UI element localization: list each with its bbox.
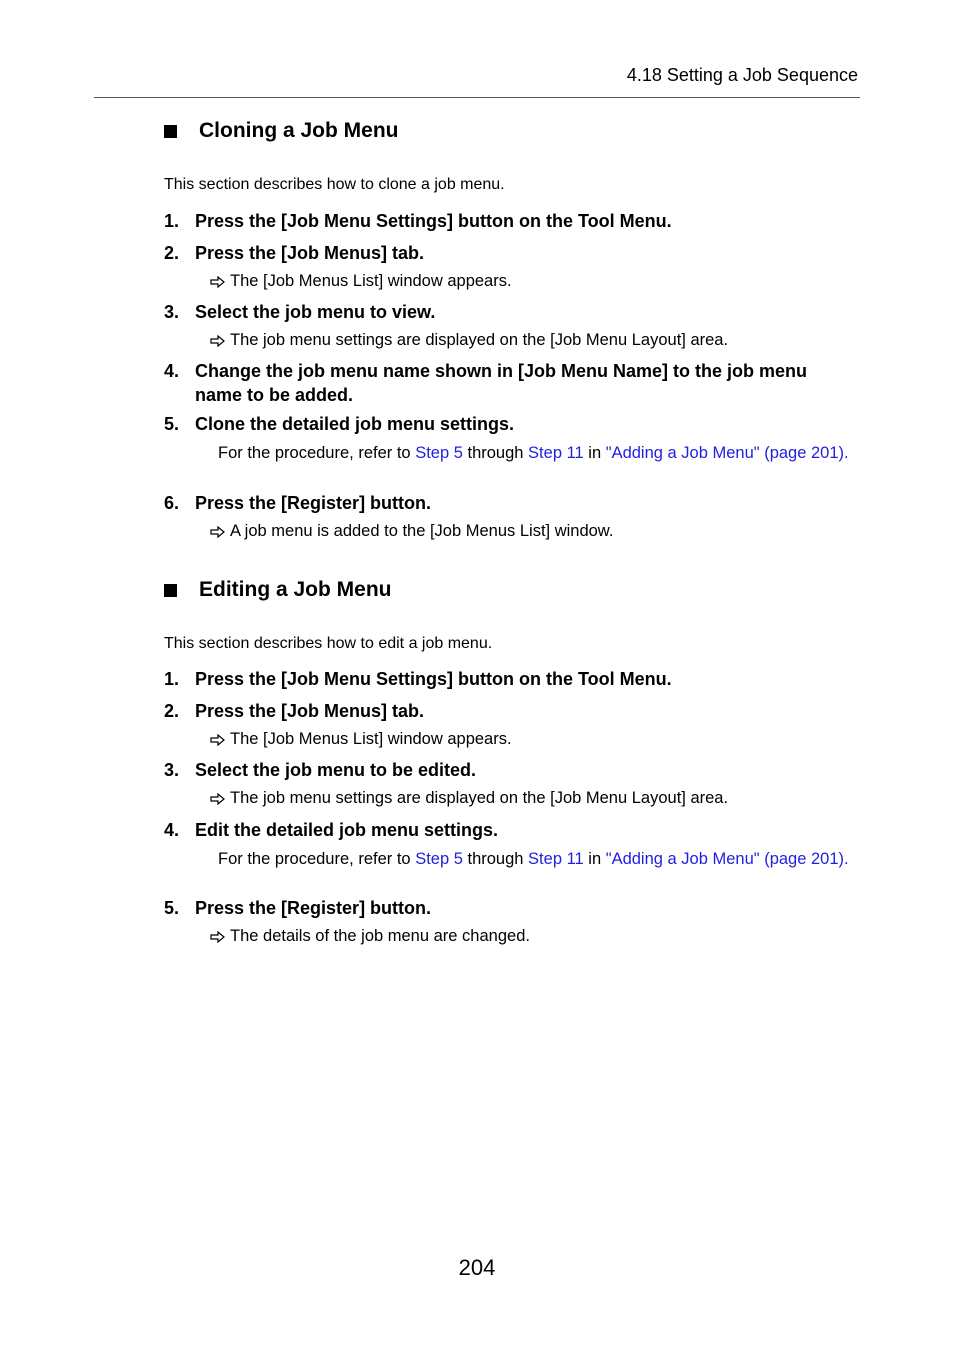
link-step-11[interactable]: Step 11 bbox=[528, 850, 584, 868]
result-text: The job menu settings are displayed on the [Job Menu Layout] area. bbox=[230, 331, 729, 349]
step-number: 5. bbox=[164, 414, 180, 434]
step-text: Press the [Job Menu Settings] button on the Tool Menu. bbox=[195, 669, 672, 689]
step-item bbox=[164, 818, 854, 842]
result-text: The details of the job menu are changed. bbox=[230, 927, 530, 945]
note-text: through bbox=[462, 850, 529, 868]
step-text: Edit the detailed job menu settings. bbox=[195, 820, 499, 840]
step-result bbox=[210, 789, 728, 808]
section-heading-cloning bbox=[164, 119, 399, 143]
step-item bbox=[164, 758, 854, 782]
running-header: 4.18 Setting a Job Sequence bbox=[626, 65, 858, 85]
right-arrow-icon bbox=[210, 931, 230, 943]
right-arrow-icon bbox=[210, 793, 230, 805]
link-step-5[interactable]: Step 5 bbox=[415, 850, 463, 868]
note-period: . bbox=[844, 444, 849, 462]
link-adding-job-menu[interactable]: "Adding a Job Menu" (page 201) bbox=[605, 850, 845, 868]
step-number: 1. bbox=[164, 211, 180, 231]
step-number: 5. bbox=[164, 898, 180, 918]
right-arrow-icon bbox=[210, 526, 230, 538]
result-text: The [Job Menus List] window appears. bbox=[230, 730, 512, 748]
step-number: 2. bbox=[164, 701, 180, 721]
step-text: Change the job menu name shown in [Job Menu Name] to the job menu name to be added. bbox=[195, 361, 808, 405]
result-text: The [Job Menus List] window appears. bbox=[230, 272, 512, 290]
note-text: in bbox=[583, 444, 606, 462]
right-arrow-icon bbox=[210, 335, 230, 347]
result-text: The job menu settings are displayed on the [Job Menu Layout] area. bbox=[230, 789, 729, 807]
section-intro: This section describes how to edit a job menu. bbox=[164, 635, 493, 652]
step-item bbox=[164, 241, 854, 265]
step-number: 3. bbox=[164, 760, 180, 780]
note-text: For the procedure, refer to bbox=[218, 444, 416, 462]
section-heading-editing bbox=[164, 578, 392, 602]
step-item bbox=[164, 412, 854, 436]
link-step-5[interactable]: Step 5 bbox=[415, 444, 463, 462]
result-text: A job menu is added to the [Job Menus List] window. bbox=[230, 522, 614, 540]
step-item bbox=[164, 491, 854, 515]
step-item bbox=[164, 300, 854, 324]
note-text: For the procedure, refer to bbox=[218, 850, 416, 868]
step-item bbox=[164, 896, 854, 920]
step-text: Press the [Job Menus] tab. bbox=[195, 243, 425, 263]
header-divider bbox=[94, 97, 860, 98]
black-square-icon bbox=[164, 125, 177, 138]
step-item bbox=[164, 699, 854, 723]
step-note bbox=[218, 848, 858, 870]
step-text: Press the [Job Menus] tab. bbox=[195, 701, 425, 721]
link-step-11[interactable]: Step 11 bbox=[528, 444, 584, 462]
step-note bbox=[218, 442, 858, 464]
right-arrow-icon bbox=[210, 734, 230, 746]
note-text: in bbox=[583, 850, 606, 868]
note-period: . bbox=[844, 850, 849, 868]
step-text: Press the [Job Menu Settings] button on the Tool Menu. bbox=[195, 211, 672, 231]
black-square-icon bbox=[164, 584, 177, 597]
step-number: 1. bbox=[164, 669, 180, 689]
step-number: 6. bbox=[164, 493, 180, 513]
step-text: Clone the detailed job menu settings. bbox=[195, 414, 515, 434]
step-result bbox=[210, 272, 512, 291]
link-adding-job-menu[interactable]: "Adding a Job Menu" (page 201) bbox=[605, 444, 845, 462]
step-result bbox=[210, 730, 512, 749]
step-result bbox=[210, 927, 530, 946]
page-number: 204 bbox=[458, 1255, 496, 1280]
step-text: Press the [Register] button. bbox=[195, 898, 432, 918]
step-number: 3. bbox=[164, 302, 180, 322]
step-item bbox=[164, 209, 854, 233]
section-title: Cloning a Job Menu bbox=[199, 119, 399, 142]
step-item bbox=[164, 359, 854, 407]
step-result bbox=[210, 331, 728, 350]
step-item bbox=[164, 667, 854, 691]
step-text: Select the job menu to be edited. bbox=[195, 760, 477, 780]
step-number: 4. bbox=[164, 361, 180, 381]
note-text: through bbox=[462, 444, 529, 462]
section-intro: This section describes how to clone a job menu. bbox=[164, 176, 505, 193]
section-title: Editing a Job Menu bbox=[199, 578, 392, 601]
step-text: Press the [Register] button. bbox=[195, 493, 432, 513]
step-number: 4. bbox=[164, 820, 180, 840]
step-result bbox=[210, 522, 613, 541]
right-arrow-icon bbox=[210, 276, 230, 288]
step-number: 2. bbox=[164, 243, 180, 263]
step-text: Select the job menu to view. bbox=[195, 302, 436, 322]
